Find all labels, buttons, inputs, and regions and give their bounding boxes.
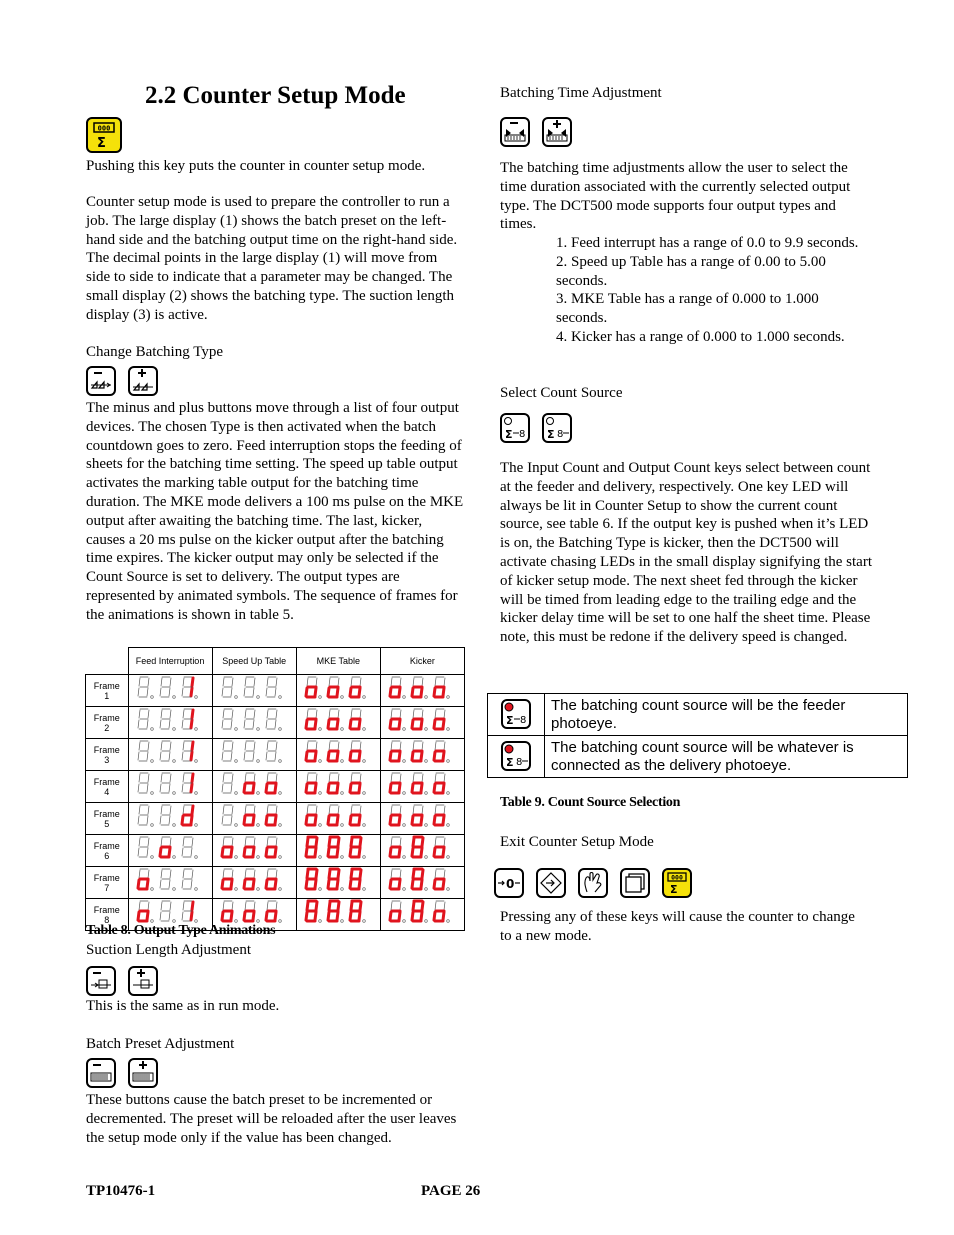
seven-segment-display — [128, 803, 212, 835]
run-mode-key-icon — [536, 868, 566, 898]
frame-number: 5 — [104, 818, 110, 829]
seven-segment-display — [296, 739, 380, 771]
frame-word: Frame — [93, 872, 120, 883]
table-header: MKE Table — [296, 648, 380, 675]
frame-label — [86, 771, 129, 803]
suction-minus-key-icon — [86, 966, 116, 996]
source-delivery-text: The batching count source will be whatever is connected as the delivery photoeye. — [545, 736, 908, 778]
table-row — [86, 707, 465, 739]
frame-number: 4 — [104, 786, 110, 797]
table-row — [86, 835, 465, 867]
table-row — [488, 694, 908, 736]
seven-segment-display — [212, 739, 296, 771]
list-item: 3. MKE Table has a range of 0.000 to 1.000 seconds. — [556, 291, 819, 327]
list-item: 2. Speed up Table has a range of 0.00 to 5.00 seconds. — [556, 253, 826, 289]
frame-number: 6 — [104, 850, 110, 861]
frame-label — [86, 867, 129, 899]
table-9-caption: Table 9. Count Source Selection — [500, 795, 681, 810]
table-header: Feed Interruption — [128, 648, 212, 675]
seven-segment-display — [212, 771, 296, 803]
table-row — [86, 867, 465, 899]
seven-segment-display — [296, 675, 380, 707]
seven-segment-display — [380, 707, 464, 739]
list-item: 4. Kicker has a range of 0.000 to 1.000 seconds. — [556, 328, 845, 345]
suction-length-text: This is the same as in run mode. — [86, 998, 280, 1014]
setup-description: Counter setup mode is used to prepare the controller to run a job. The large display (1) shows the batch preset on the left-hand side and the batching output time on the right-hand side. The decimal points in the large display (1) will move from side to side to indicate that a parameter may be changed. The small display (2) shows the batching type. The suction length display (3) is active. — [86, 194, 458, 323]
seven-segment-display — [296, 899, 380, 931]
svg-text:0: 0 — [506, 877, 515, 891]
batching-time-list — [556, 234, 872, 347]
change-batching-type-title: Change Batching Type — [86, 344, 223, 360]
select-count-source-text: The Input Count and Output Count keys select between count at the feeder and delivery, respectively. One key LED will always be lit in Counter Setup to show the current count source, see table 6. If the output key is pushed when it’s LED is on, the Batching Type is kicker, then the DCT500 will activate chasing LEDs in the small display signifying the start of kicker setup mode. The next sheet fed through the kicker will be timed from leading edge to the trailing edge and the kicker delay time will be set to one half the sheet time. Please note, this must be redone if the delivery speed is changed. — [500, 460, 873, 646]
output-count-led-on-icon — [501, 741, 531, 771]
batching-time-minus-key-icon — [500, 117, 530, 147]
seven-segment-display — [296, 707, 380, 739]
frame-number: 8 — [104, 914, 110, 925]
batching-time-plus-key-icon — [542, 117, 572, 147]
frame-label — [86, 675, 129, 707]
counter-setup-key-icon — [662, 868, 692, 898]
suction-plus-key-icon — [128, 966, 158, 996]
intro-text: Pushing this key puts the counter in counter setup mode. — [86, 158, 426, 174]
page-title: 2.2 Counter Setup Mode — [145, 82, 406, 109]
svg-text:8: 8 — [516, 756, 523, 768]
seven-segment-display — [212, 675, 296, 707]
frame-word: Frame — [93, 904, 120, 915]
svg-text:000: 000 — [97, 124, 111, 133]
frame-word: Frame — [93, 776, 120, 787]
seven-segment-display — [128, 739, 212, 771]
output-count-key-icon — [542, 413, 572, 443]
svg-text:000: 000 — [671, 873, 683, 882]
counter-setup-key-icon — [86, 117, 122, 153]
seven-segment-display — [296, 771, 380, 803]
table-row — [488, 736, 908, 778]
source-feeder-text: The batching count source will be the feeder photoeye. — [545, 694, 908, 736]
batching-type-plus-key-icon — [128, 366, 158, 396]
svg-text:Σ: Σ — [506, 755, 514, 769]
frame-label — [86, 803, 129, 835]
seven-segment-display — [128, 867, 212, 899]
svg-text:8: 8 — [519, 429, 526, 440]
frame-word: Frame — [93, 808, 120, 819]
frame-word: Frame — [93, 712, 120, 723]
footer-doc-number: TP10476-1 — [86, 1183, 156, 1199]
seven-segment-display — [380, 739, 464, 771]
seven-segment-display — [380, 771, 464, 803]
seven-segment-display — [380, 803, 464, 835]
table-8-caption: Table 8. Output Type Animations — [86, 923, 276, 938]
seven-segment-display — [212, 867, 296, 899]
seven-segment-display — [128, 707, 212, 739]
list-item: 1. Feed interrupt has a range of 0.0 to 9.9 seconds. — [556, 235, 859, 251]
seven-segment-display — [296, 835, 380, 867]
table-row — [86, 675, 465, 707]
seven-segment-display — [380, 835, 464, 867]
svg-text:Σ: Σ — [670, 883, 678, 896]
exit-setup-title: Exit Counter Setup Mode — [500, 834, 654, 850]
table-header: Speed Up Table — [212, 648, 296, 675]
input-count-led-on-icon — [501, 699, 531, 729]
frame-label — [86, 707, 129, 739]
seven-segment-display — [128, 675, 212, 707]
seven-segment-display — [128, 771, 212, 803]
output-types-description: The minus and plus buttons move through a list of four output devices. The chosen Type is then activated when the batch countdown goes to zero. Feed interruption stops the feeding of sheets for the batching time setting. The speed up table output activates the marking table output for the batching time duration. The MKE mode delivers a 100 ms pulse on the MKE output after awaiting the batching time. The last, kicker, causes a 20 ms pulse on the kicker output after the batching time expires. The kicker output may only be selected if the Count Source is set to delivery. The output types are represented by animated symbols. The sequence of frames for the animations is shown in table 5. — [86, 400, 464, 623]
seven-segment-display — [212, 835, 296, 867]
output-type-animations-table — [85, 647, 465, 931]
manual-mode-key-icon — [578, 868, 608, 898]
table-row — [86, 803, 465, 835]
frame-number: 7 — [104, 882, 110, 893]
copy-mode-key-icon — [620, 868, 650, 898]
reset-zero-key-icon — [494, 868, 524, 898]
frame-number: 1 — [104, 690, 110, 701]
exit-setup-text: Pressing any of these keys will cause the counter to change to a new mode. — [500, 909, 855, 944]
seven-segment-display — [380, 675, 464, 707]
batching-type-minus-key-icon — [86, 366, 116, 396]
seven-segment-display — [296, 867, 380, 899]
input-count-key-icon — [500, 413, 530, 443]
frame-number: 2 — [104, 722, 110, 733]
frame-word: Frame — [93, 680, 120, 691]
batch-preset-title: Batch Preset Adjustment — [86, 1036, 235, 1052]
seven-segment-display — [212, 803, 296, 835]
table-row — [86, 739, 465, 771]
select-count-source-title: Select Count Source — [500, 385, 623, 401]
frame-label — [86, 835, 129, 867]
batch-preset-text: These buttons cause the batch preset to be incremented or decremented. The preset will be reloaded after the user leaves the setup mode only if the value has been changed. — [86, 1092, 457, 1146]
frame-number: 3 — [104, 754, 110, 765]
batching-time-title: Batching Time Adjustment — [500, 85, 662, 101]
batch-preset-minus-key-icon — [86, 1058, 116, 1088]
seven-segment-display — [380, 867, 464, 899]
svg-text:8: 8 — [557, 429, 564, 440]
table-row — [86, 771, 465, 803]
svg-text:Σ: Σ — [97, 136, 106, 151]
seven-segment-display — [296, 803, 380, 835]
svg-text:Σ: Σ — [505, 428, 513, 441]
frame-label — [86, 739, 129, 771]
svg-text:8: 8 — [520, 714, 527, 726]
batch-preset-plus-key-icon — [128, 1058, 158, 1088]
seven-segment-display — [212, 707, 296, 739]
suction-length-title: Suction Length Adjustment — [86, 942, 251, 958]
frame-word: Frame — [93, 840, 120, 851]
seven-segment-display — [380, 899, 464, 931]
svg-text:Σ: Σ — [506, 713, 514, 727]
svg-text:Σ: Σ — [547, 428, 555, 441]
count-source-table — [487, 693, 908, 778]
table-header: Kicker — [380, 648, 464, 675]
footer-page-number: PAGE 26 — [421, 1183, 481, 1199]
frame-word: Frame — [93, 744, 120, 755]
batching-time-text: The batching time adjustments allow the user to select the time duration associated with the currently selected output type. The DCT500 mode supports four output types and times. — [500, 160, 851, 233]
seven-segment-display — [128, 835, 212, 867]
